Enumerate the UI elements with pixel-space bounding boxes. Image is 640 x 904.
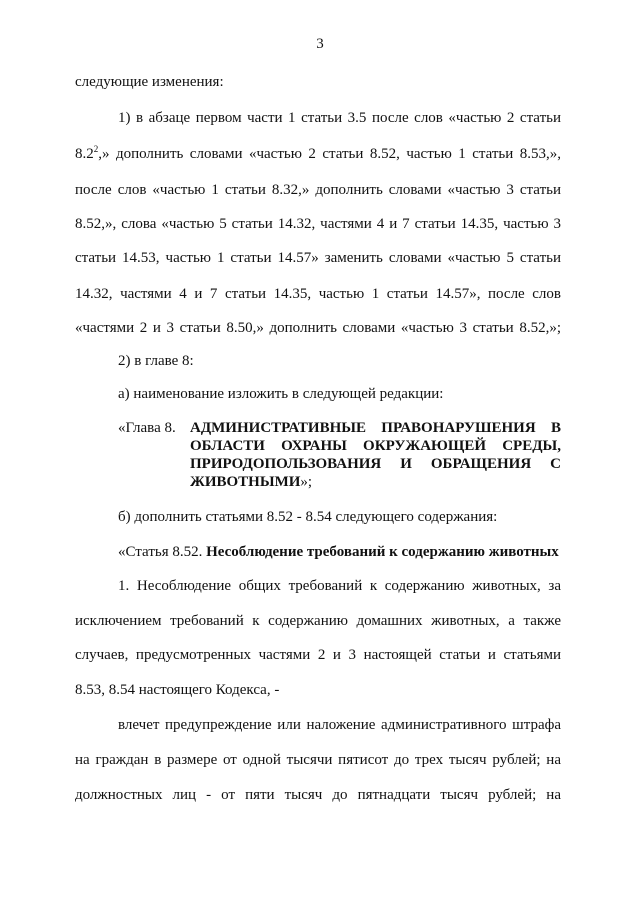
text-line: «частями 2 и 3 статьи 8.50,» дополнить словами «частью 3 статьи 8.52,»;	[75, 320, 561, 336]
text-run: ,» дополнить словами «частью 2 статьи 8.52, частью 1 статьи 8.53,»,	[98, 146, 561, 162]
text-line: 14.32, частями 4 и 7 статьи 14.35, частью 1 статьи 14.57», после слов	[75, 286, 561, 302]
chapter-heading-line: ОБЛАСТИ ОХРАНЫ ОКРУЖАЮЩЕЙ СРЕДЫ,	[190, 438, 561, 454]
text-line: 8.52,», слова «частью 5 статьи 14.32, частями 4 и 7 статьи 14.35, частью 3	[75, 216, 561, 232]
text-line: статьи 14.53, частью 1 статьи 14.57» заменить словами «частью 5 статьи	[75, 250, 561, 266]
article-ref: 8.2	[75, 146, 94, 162]
text-line: после слов «частью 1 статьи 8.32,» дополнить словами «частью 3 статьи	[75, 182, 561, 198]
text-line: 1. Несоблюдение общих требований к содержанию животных, за	[118, 578, 561, 594]
text-line: должностных лиц - от пяти тысяч до пятнадцати тысяч рублей; на	[75, 787, 561, 803]
text-line: на граждан в размере от одной тысячи пятисот до трех тысяч рублей; на	[75, 752, 561, 768]
article-heading	[118, 543, 561, 561]
text-line: следующие изменения:	[75, 74, 224, 90]
chapter-prefix: «Глава 8.	[118, 420, 176, 436]
text-line: 2) в главе 8:	[118, 353, 194, 369]
text-line	[75, 145, 561, 163]
superscript: 2	[93, 144, 99, 154]
chapter-heading-line: АДМИНИСТРАТИВНЫЕ ПРАВОНАРУШЕНИЯ В	[190, 420, 561, 436]
chapter-heading-last: ЖИВОТНЫМИ	[190, 474, 301, 490]
text-line: 8.53, 8.54 настоящего Кодекса, -	[75, 682, 280, 698]
text-line: исключением требований к содержанию домашних животных, а также	[75, 613, 561, 629]
chapter-heading-tail: »;	[300, 474, 313, 490]
text-line: а) наименование изложить в следующей редакции:	[118, 386, 444, 402]
text-line: случаев, предусмотренных частями 2 и 3 настоящей статьи и статьями	[75, 647, 561, 663]
text-line: влечет предупреждение или наложение административного штрафа	[118, 717, 561, 733]
chapter-heading-line	[190, 473, 561, 491]
article-title: Несоблюдение требований к содержанию животных	[206, 544, 559, 560]
chapter-heading-line: ПРИРОДОПОЛЬЗОВАНИЯ И ОБРАЩЕНИЯ С	[190, 456, 561, 472]
chapter-heading	[190, 419, 561, 491]
text-line: 1) в абзаце первом части 1 статьи 3.5 после слов «частью 2 статьи	[118, 110, 561, 126]
article-prefix: «Статья 8.52.	[118, 544, 203, 560]
text-line: б) дополнить статьями 8.52 - 8.54 следующего содержания:	[118, 509, 498, 525]
page-number: 3	[316, 36, 324, 52]
